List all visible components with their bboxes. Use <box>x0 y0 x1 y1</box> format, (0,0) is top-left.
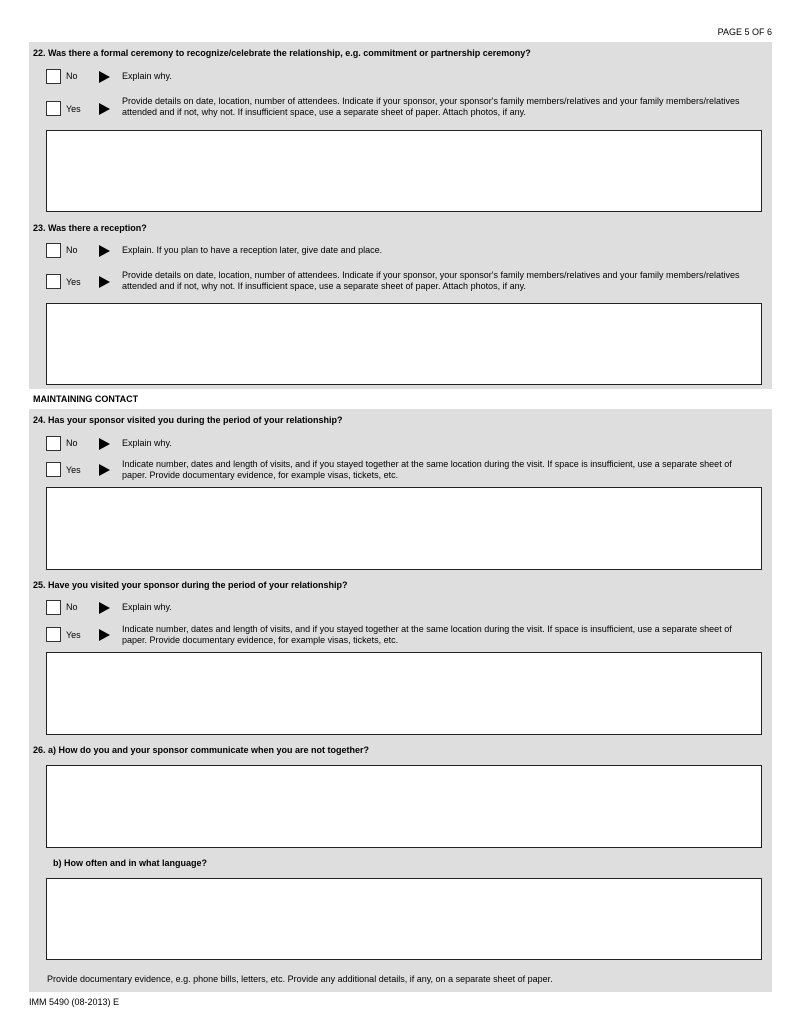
q22-no-instruction: Explain why. <box>122 71 172 81</box>
q22-yes-label: Yes <box>66 104 81 114</box>
q23-no-label: No <box>66 245 78 255</box>
q24-no-instruction: Explain why. <box>122 438 172 448</box>
q26-instruction-note: Provide documentary evidence, e.g. phone bills, letters, etc. Provide any additional details, if any, on a separate sheet of paper. <box>47 974 553 984</box>
arrow-right-icon <box>99 103 110 115</box>
q25-yes-instruction: Indicate number, dates and length of visits, and if you stayed together at the same location during the visit. If space is insufficient, use a separate sheet of paper. Provide documentary evidence, for example visas, tickets, etc. <box>122 624 732 645</box>
arrow-right-icon <box>99 602 110 614</box>
q24-no-option <box>46 435 756 453</box>
q26a-answer-box[interactable] <box>46 765 762 848</box>
q24-yes-checkbox[interactable] <box>46 462 61 477</box>
q24-yes-label: Yes <box>66 465 81 475</box>
q25-yes-checkbox[interactable] <box>46 627 61 642</box>
q22-no-label: No <box>66 71 78 81</box>
q22-answer-box[interactable] <box>46 130 762 212</box>
q25-no-option <box>46 599 756 617</box>
q22-yes-checkbox[interactable] <box>46 101 61 116</box>
question-26b-label: b) How often and in what language? <box>53 858 207 868</box>
q22-yes-option <box>46 96 756 120</box>
question-23-label: 23. Was there a reception? <box>33 223 147 233</box>
question-22-section <box>29 42 772 216</box>
arrow-right-icon <box>99 438 110 450</box>
q25-no-instruction: Explain why. <box>122 602 172 612</box>
q25-no-label: No <box>66 602 78 612</box>
q23-yes-label: Yes <box>66 277 81 287</box>
form-code: IMM 5490 (08-2013) E <box>29 997 120 1007</box>
q22-no-checkbox[interactable] <box>46 69 61 84</box>
q24-yes-instruction: Indicate number, dates and length of visits, and if you stayed together at the same location during the visit. If space is insufficient, use a separate sheet of paper. Provide documentary evidence, for example visas, tickets, etc. <box>122 459 732 480</box>
arrow-right-icon <box>99 245 110 257</box>
arrow-right-icon <box>99 629 110 641</box>
section-heading-maintaining-contact: MAINTAINING CONTACT <box>33 394 139 404</box>
q23-no-instruction: Explain. If you plan to have a reception later, give date and place. <box>122 245 383 255</box>
q23-yes-checkbox[interactable] <box>46 274 61 289</box>
q23-yes-instruction: Provide details on date, location, number of attendees. Indicate if your sponsor, your sponsor's family members/relatives and your family members/relatives attended and if not, why not. If insufficient space, use a separate sheet of paper. Attach photos, if any. <box>122 270 740 291</box>
question-24-label: 24. Has your sponsor visited you during the period of your relationship? <box>33 415 343 425</box>
q24-answer-box[interactable] <box>46 487 762 570</box>
arrow-right-icon <box>99 276 110 288</box>
q24-yes-option <box>46 459 756 483</box>
question-22-label: 22. Was there a formal ceremony to recognize/celebrate the relationship, e.g. commitment or partnership ceremony? <box>33 48 531 58</box>
question-26a-label: 26. a) How do you and your sponsor communicate when you are not together? <box>33 745 370 755</box>
q24-no-label: No <box>66 438 78 448</box>
question-26-section <box>29 739 772 992</box>
arrow-right-icon <box>99 71 110 83</box>
q24-no-checkbox[interactable] <box>46 436 61 451</box>
q22-yes-instruction: Provide details on date, location, number of attendees. Indicate if your sponsor, your sponsor's family members/relatives and your family members/relatives attended and if not, why not. If insufficient space, use a separate sheet of paper. Attach photos, if any. <box>122 96 740 117</box>
q25-yes-label: Yes <box>66 630 81 640</box>
q25-no-checkbox[interactable] <box>46 600 61 615</box>
question-25-section <box>29 574 772 739</box>
q23-no-checkbox[interactable] <box>46 243 61 258</box>
question-24-section <box>29 409 772 574</box>
q26b-answer-box[interactable] <box>46 878 762 960</box>
question-23-section <box>29 216 772 389</box>
arrow-right-icon <box>99 464 110 476</box>
question-25-label: 25. Have you visited your sponsor during the period of your relationship? <box>33 580 348 590</box>
q23-yes-option <box>46 270 756 294</box>
page-number: PAGE 5 OF 6 <box>717 27 772 37</box>
q22-no-option <box>46 68 756 86</box>
q23-answer-box[interactable] <box>46 303 762 385</box>
q25-answer-box[interactable] <box>46 652 762 735</box>
q25-yes-option <box>46 624 756 648</box>
q23-no-option <box>46 242 756 260</box>
